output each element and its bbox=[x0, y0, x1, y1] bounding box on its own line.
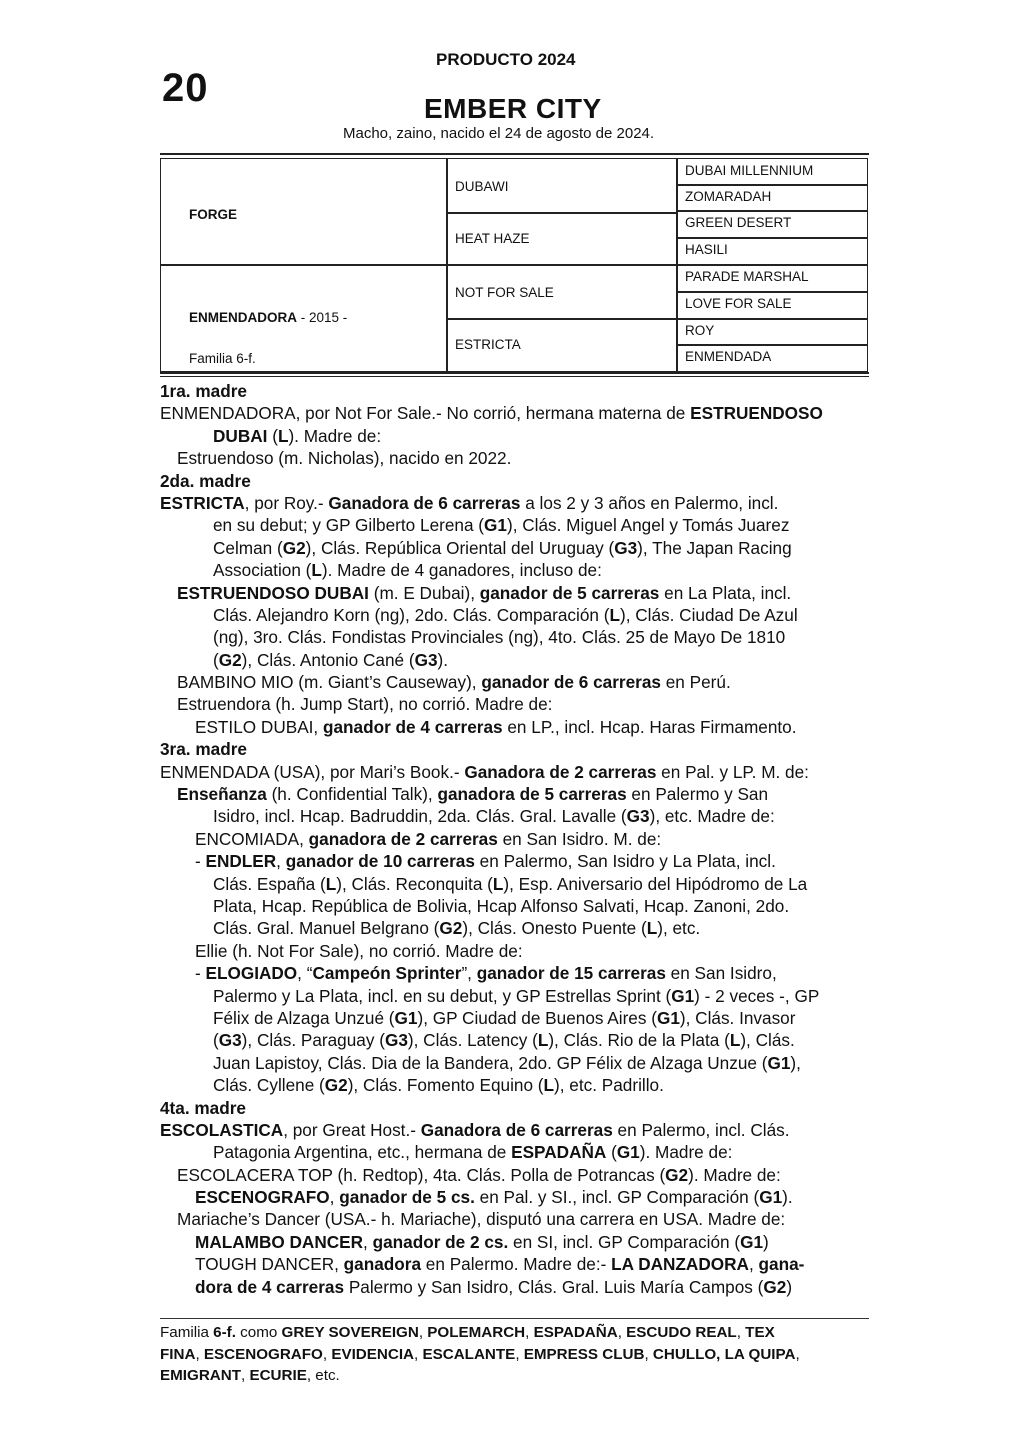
text-run: , bbox=[276, 851, 286, 872]
record-line bbox=[160, 716, 880, 738]
text-run: Ellie (h. Not For Sale), no corrió. Madre de: bbox=[195, 940, 523, 961]
bold-text: ganadora de 2 carreras bbox=[308, 828, 498, 849]
text-run: ( bbox=[213, 1030, 219, 1051]
text-run: ). bbox=[437, 649, 449, 670]
text-run: en Palermo, incl. Clás. bbox=[612, 1119, 790, 1140]
text-run: en La Plata, incl. bbox=[659, 582, 792, 603]
text-run: , bbox=[414, 1345, 423, 1363]
text-run: , bbox=[322, 1345, 332, 1363]
record-line bbox=[160, 582, 880, 604]
text-run: Palermo y La Plata, incl. en su debut, y GP Estrellas Sprint ( bbox=[213, 985, 672, 1006]
text-run: Estruendoso (m. Nicholas), nacido en 2022. bbox=[177, 448, 512, 469]
text-run: ), Clás. Rio de la Plata ( bbox=[548, 1030, 730, 1051]
bold-text: gana- bbox=[758, 1254, 805, 1275]
text-run: ). Madre de 4 ganadores, incluso de: bbox=[321, 560, 602, 581]
bold-text: dora de 4 carreras bbox=[195, 1276, 345, 1297]
bold-text: ESCENOGRAFO bbox=[195, 1187, 330, 1208]
lot-number: 20 bbox=[162, 66, 209, 110]
text-run: ), etc. Padrillo. bbox=[554, 1075, 664, 1096]
bold-text: L bbox=[646, 918, 658, 939]
record-line bbox=[160, 559, 880, 581]
text-run: ), Clás. Onesto Puente ( bbox=[462, 918, 647, 939]
bold-text: LA DANZADORA bbox=[611, 1254, 749, 1275]
bold-text: G3 bbox=[384, 1030, 408, 1051]
bold-text: G1 bbox=[656, 1007, 680, 1028]
text-run: , bbox=[195, 1345, 204, 1363]
text-run: ), Clás. Latency ( bbox=[407, 1030, 538, 1051]
bold-text: ESTRUENDOSO DUBAI bbox=[177, 582, 369, 603]
text-run: ESCOLACERA TOP (h. Redtop), 4ta. Clás. Polla de Potrancas ( bbox=[177, 1164, 666, 1185]
bold-text: G2 bbox=[218, 649, 242, 670]
text-run: ) bbox=[786, 1276, 793, 1297]
bold-text: GREY SOVEREIGN bbox=[281, 1324, 419, 1341]
bold-text: ESCALANTE bbox=[422, 1345, 516, 1363]
family-note-line bbox=[160, 1322, 870, 1344]
record-line bbox=[160, 425, 880, 447]
pedigree-sire-dam-cell bbox=[446, 212, 678, 266]
bold-text: EMPRESS CLUB bbox=[523, 1345, 645, 1363]
text-run: ”, bbox=[461, 963, 477, 984]
record-line bbox=[160, 1074, 880, 1096]
record-line bbox=[160, 492, 880, 514]
text-run: Clás. España ( bbox=[213, 873, 326, 894]
bold-text: 1ra. madre bbox=[160, 381, 247, 401]
pedigree-g3-name: GREEN DESERT bbox=[685, 215, 792, 230]
text-run: en SI, incl. GP Comparación ( bbox=[508, 1231, 741, 1252]
text-run: en Pal. y LP. M. de: bbox=[656, 761, 809, 782]
text-run: TOUGH DANCER, bbox=[195, 1254, 344, 1275]
record-line bbox=[160, 940, 880, 962]
record-line bbox=[160, 873, 880, 895]
bold-text: ganador de 5 cs. bbox=[339, 1187, 475, 1208]
bold-text: ESCOLASTICA bbox=[160, 1119, 284, 1140]
record-line bbox=[160, 649, 880, 671]
text-run: (m. E Dubai), bbox=[368, 582, 480, 603]
text-run: (ng), 3ro. Clás. Fondistas Provinciales (ng), 4to. Clás. 25 de Mayo De 1810 bbox=[213, 627, 786, 648]
text-run: ), The Japan Racing bbox=[637, 537, 792, 558]
bold-text: ganador de 15 carreras bbox=[476, 963, 666, 984]
text-run: ) - 2 veces -, GP bbox=[694, 985, 820, 1006]
text-run: como bbox=[235, 1324, 282, 1341]
pedigree-dam-cell bbox=[160, 264, 448, 372]
bold-text: Ganadora de 6 carreras bbox=[420, 1119, 613, 1140]
pedigree-g3-name: DUBAI MILLENNIUM bbox=[685, 163, 814, 178]
text-run: ), Clás. Paraguay ( bbox=[241, 1030, 385, 1051]
bold-text: ganador de 2 cs. bbox=[372, 1231, 509, 1252]
bold-text: Ganadora de 2 carreras bbox=[464, 761, 657, 782]
pedigree-g3-cell bbox=[676, 291, 868, 320]
record-line bbox=[160, 1007, 880, 1029]
text-run: en Palermo, San Isidro y La Plata, incl. bbox=[474, 851, 776, 872]
text-run: ), etc. bbox=[657, 918, 701, 939]
family-note-line bbox=[160, 1365, 870, 1387]
bold-text: G1 bbox=[616, 1142, 640, 1163]
record-line bbox=[160, 671, 880, 693]
text-run: en Palermo y San bbox=[626, 784, 769, 805]
text-run: , bbox=[329, 1187, 340, 1208]
pedigree-g3-name: ENMENDADA bbox=[685, 349, 772, 364]
text-run: ), Clás. República Oriental del Uruguay ( bbox=[305, 537, 615, 558]
bold-text: ganadora bbox=[343, 1254, 422, 1275]
text-run: ). Madre de: bbox=[639, 1142, 733, 1163]
text-run: , bbox=[736, 1324, 746, 1341]
pedigree-bottom-rule bbox=[160, 376, 869, 377]
text-run: Celman ( bbox=[213, 537, 283, 558]
text-run: ). Madre de: bbox=[288, 425, 382, 446]
pedigree-sire: FORGE bbox=[189, 207, 238, 222]
bold-text: ganador de 6 carreras bbox=[481, 672, 661, 693]
bold-text: ESTRICTA bbox=[160, 492, 245, 513]
bold-text: ESTRUENDOSO bbox=[690, 403, 823, 424]
pedigree-sire-dam: HEAT HAZE bbox=[455, 231, 530, 246]
bold-text: ESCENOGRAFO bbox=[203, 1345, 323, 1363]
text-run: ) bbox=[763, 1231, 769, 1252]
bold-text: MALAMBO DANCER bbox=[195, 1231, 364, 1252]
bold-text: L bbox=[492, 873, 504, 894]
text-run: (h. Confidential Talk), bbox=[266, 784, 438, 805]
bold-text: G1 bbox=[394, 1007, 418, 1028]
bold-text: ESPADAÑA bbox=[533, 1324, 618, 1341]
text-run: , bbox=[644, 1345, 653, 1363]
record-line bbox=[160, 1276, 880, 1298]
text-run: , bbox=[617, 1324, 627, 1341]
bold-text: EMIGRANT bbox=[160, 1367, 241, 1384]
bold-text: G1 bbox=[759, 1187, 783, 1208]
text-run: , por Roy.- bbox=[244, 492, 329, 513]
pedigree-g3-cell bbox=[676, 318, 868, 346]
text-run: Familia bbox=[160, 1324, 214, 1341]
text-run: , bbox=[515, 1345, 524, 1363]
pedigree-dam-sire: NOT FOR SALE bbox=[455, 285, 554, 300]
bold-text: G1 bbox=[740, 1231, 764, 1252]
record-line bbox=[160, 1029, 880, 1051]
record-line bbox=[160, 537, 880, 559]
pedigree-g3-cell bbox=[676, 184, 868, 212]
pedigree-dam-year: - 2015 - bbox=[297, 310, 348, 325]
family-note bbox=[160, 1322, 870, 1387]
bold-text: L bbox=[729, 1030, 741, 1051]
horse-name: EMBER CITY bbox=[424, 93, 602, 124]
record-line bbox=[160, 693, 880, 715]
text-run: Mariache’s Dancer (USA.- h. Mariache), disputó una carrera en USA. Madre de: bbox=[177, 1209, 786, 1230]
record-line bbox=[160, 850, 880, 872]
bold-text: 3ra. madre bbox=[160, 739, 247, 760]
pedigree-dam-block bbox=[189, 310, 347, 325]
pedigree-g3-cell bbox=[676, 264, 868, 293]
pedigree-dam-sire-cell bbox=[446, 264, 678, 320]
text-run: ( bbox=[213, 649, 219, 670]
bold-text: 4ta. madre bbox=[160, 1097, 246, 1118]
text-run: Clás. Gral. Manuel Belgrano ( bbox=[213, 918, 440, 939]
text-run: Patagonia Argentina, etc., hermana de bbox=[213, 1142, 512, 1163]
bold-text: G3 bbox=[414, 649, 438, 670]
text-run: ), Clás. Antonio Cané ( bbox=[241, 649, 415, 670]
pedigree-g3-name: ZOMARADAH bbox=[685, 189, 772, 204]
bold-text: ganadora de 5 carreras bbox=[437, 784, 627, 805]
pedigree-g3-name: PARADE MARSHAL bbox=[685, 269, 809, 284]
bold-text: G1 bbox=[484, 515, 507, 536]
text-run: ), Clás. Invasor bbox=[679, 1007, 796, 1028]
text-run: a los 2 y 3 años en Palermo, incl. bbox=[520, 492, 779, 513]
bold-text: G2 bbox=[665, 1164, 689, 1185]
record-line bbox=[160, 470, 880, 492]
bold-text: G1 bbox=[671, 985, 695, 1006]
bold-text: DUBAI bbox=[213, 425, 268, 446]
produce-record bbox=[160, 380, 880, 1298]
text-run: ), Clás. Ciudad De Azul bbox=[619, 604, 798, 625]
record-line bbox=[160, 1052, 880, 1074]
text-run: Clás. Alejandro Korn (ng), 2do. Clás. Comparación ( bbox=[213, 604, 610, 625]
bold-text: L bbox=[609, 604, 620, 625]
pedigree-sire-cell bbox=[160, 158, 448, 266]
text-run: , bbox=[748, 1254, 759, 1275]
bold-text: G3 bbox=[218, 1030, 242, 1051]
bold-text: Ganadora de 6 carreras bbox=[328, 492, 521, 513]
text-run: , etc. bbox=[306, 1367, 340, 1384]
bold-text: G2 bbox=[324, 1075, 348, 1096]
text-run: Félix de Alzaga Unzué ( bbox=[213, 1007, 395, 1028]
text-run: , bbox=[241, 1367, 250, 1384]
pedigree-g3-cell bbox=[676, 237, 868, 266]
text-run: Clás. Cyllene ( bbox=[213, 1075, 325, 1096]
text-run: , bbox=[525, 1324, 534, 1341]
text-run: ( bbox=[267, 425, 278, 446]
footer-divider bbox=[160, 1318, 869, 1319]
pedigree-g3-name: LOVE FOR SALE bbox=[685, 296, 792, 311]
record-line bbox=[160, 604, 880, 626]
bold-text: L bbox=[325, 873, 337, 894]
bold-text: Enseñanza bbox=[177, 784, 267, 805]
text-run: Palermo y San Isidro, Clás. Gral. Luis María Campos ( bbox=[344, 1276, 764, 1297]
bold-text: ELOGIADO bbox=[205, 963, 298, 984]
text-run: , “ bbox=[297, 963, 313, 984]
bold-text: ESCUDO REAL bbox=[626, 1324, 737, 1341]
text-run: en San Isidro, bbox=[665, 963, 777, 984]
pedigree-family: Familia 6-f. bbox=[189, 351, 256, 366]
pedigree-g3-cell bbox=[676, 210, 868, 239]
pedigree-table bbox=[160, 153, 869, 377]
text-run: , bbox=[795, 1345, 800, 1363]
text-run: Association ( bbox=[213, 560, 312, 581]
text-run: en Perú. bbox=[660, 672, 731, 693]
text-run: ), Clás. Fomento Equino ( bbox=[347, 1075, 544, 1096]
record-line bbox=[160, 1253, 880, 1275]
bold-text: ECURIE bbox=[249, 1367, 307, 1384]
text-run: BAMBINO MIO (m. Giant’s Causeway), bbox=[177, 672, 482, 693]
text-run: ESTILO DUBAI, bbox=[195, 716, 323, 737]
text-run: en Palermo. Madre de:- bbox=[421, 1254, 612, 1275]
bold-text: TEX bbox=[745, 1324, 775, 1341]
bold-text: G2 bbox=[282, 537, 306, 558]
pedigree-g3-name: HASILI bbox=[685, 242, 728, 257]
record-line bbox=[160, 514, 880, 536]
text-run: , bbox=[363, 1231, 373, 1252]
catalog-heading: PRODUCTO 2024 bbox=[436, 50, 576, 69]
record-line bbox=[160, 962, 880, 984]
text-run: en LP., incl. Hcap. Haras Firmamento. bbox=[502, 716, 797, 737]
bold-text: L bbox=[311, 560, 322, 581]
bold-text: G1 bbox=[767, 1052, 791, 1073]
pedigree-top-rule bbox=[160, 153, 869, 155]
record-line bbox=[160, 828, 880, 850]
pedigree-dam-dam: ESTRICTA bbox=[455, 337, 521, 352]
text-run: ENMENDADA (USA), por Mari’s Book.- bbox=[160, 761, 465, 782]
record-line bbox=[160, 402, 880, 424]
bold-text: 2da. madre bbox=[160, 470, 251, 491]
text-run: ). bbox=[782, 1187, 793, 1208]
bold-text: 6-f. bbox=[213, 1324, 236, 1341]
text-run: , bbox=[418, 1324, 428, 1341]
text-run: ENMENDADORA, por Not For Sale.- No corrió, hermana materna de bbox=[160, 403, 691, 424]
pedigree-dam-dam-cell bbox=[446, 318, 678, 372]
family-note-line bbox=[160, 1344, 870, 1366]
record-line bbox=[160, 1164, 880, 1186]
pedigree-sire-sire: DUBAWI bbox=[455, 179, 509, 194]
record-line bbox=[160, 447, 880, 469]
bold-text: G2 bbox=[439, 918, 463, 939]
bold-text: L bbox=[277, 425, 289, 446]
record-line bbox=[160, 805, 880, 827]
text-run: ), Clás. bbox=[740, 1030, 795, 1051]
text-run: ). Madre de: bbox=[688, 1164, 781, 1185]
record-line bbox=[160, 1208, 880, 1230]
record-line bbox=[160, 1186, 880, 1208]
bold-text: ganador de 10 carreras bbox=[285, 851, 475, 872]
bold-text: FINA bbox=[160, 1345, 196, 1363]
record-line bbox=[160, 380, 880, 402]
text-run: ), etc. Madre de: bbox=[649, 806, 775, 827]
pedigree-g3-cell bbox=[676, 344, 868, 372]
bold-text: ESPADAÑA bbox=[511, 1142, 607, 1163]
record-line bbox=[160, 783, 880, 805]
text-run: ), bbox=[790, 1052, 801, 1073]
text-run: , por Great Host.- bbox=[283, 1119, 421, 1140]
record-line bbox=[160, 985, 880, 1007]
bold-text: L bbox=[543, 1075, 555, 1096]
text-run: en San Isidro. M. de: bbox=[497, 828, 662, 849]
record-line bbox=[160, 895, 880, 917]
record-line bbox=[160, 1231, 880, 1253]
text-run: Juan Lapistoy, Clás. Dia de la Bandera, 2do. GP Félix de Alzaga Unzue ( bbox=[213, 1052, 768, 1073]
bold-text: ganador de 5 carreras bbox=[479, 582, 660, 603]
text-run: ), GP Ciudad de Buenos Aires ( bbox=[417, 1007, 657, 1028]
bold-text: EVIDENCIA bbox=[331, 1345, 415, 1363]
record-line bbox=[160, 738, 880, 760]
horse-description: Macho, zaino, nacido el 24 de agosto de 2024. bbox=[343, 125, 655, 142]
record-line bbox=[160, 1119, 880, 1141]
text-run: Isidro, incl. Hcap. Badruddin, 2da. Clás. Gral. Lavalle ( bbox=[213, 806, 627, 827]
pedigree-g3-name: ROY bbox=[685, 323, 715, 338]
text-run: - bbox=[195, 963, 206, 984]
text-run: - bbox=[195, 851, 206, 872]
text-run: ), Esp. Aniversario del Hipódromo de La bbox=[503, 873, 808, 894]
text-run: ), Clás. Reconquita ( bbox=[336, 873, 493, 894]
text-run: Estruendora (h. Jump Start), no corrió. Madre de: bbox=[177, 694, 553, 715]
record-line bbox=[160, 917, 880, 939]
bold-text: ENDLER bbox=[205, 851, 277, 872]
record-line bbox=[160, 1097, 880, 1119]
bold-text: G2 bbox=[763, 1276, 787, 1297]
bold-text: G3 bbox=[626, 806, 650, 827]
bold-text: L bbox=[537, 1030, 549, 1051]
text-run: Plata, Hcap. República de Bolivia, Hcap Alfonso Salvati, Hcap. Zanoni, 2do. bbox=[213, 895, 790, 916]
pedigree-g3-cell bbox=[676, 158, 868, 186]
record-line bbox=[160, 761, 880, 783]
bold-text: POLEMARCH bbox=[427, 1324, 526, 1341]
text-run: ( bbox=[606, 1142, 617, 1163]
bold-text: CHULLO, LA QUIPA bbox=[652, 1345, 796, 1363]
text-run: ), Clás. Miguel Angel y Tomás Juarez bbox=[506, 515, 790, 536]
pedigree-sire-sire-cell bbox=[446, 158, 678, 214]
bold-text: G3 bbox=[614, 537, 638, 558]
record-line bbox=[160, 1141, 880, 1163]
bold-text: Campeón Sprinter bbox=[312, 963, 462, 984]
text-run: ENCOMIADA, bbox=[195, 828, 309, 849]
text-run: en Pal. y SI., incl. GP Comparación ( bbox=[474, 1187, 760, 1208]
text-run: en su debut; y GP Gilberto Lerena ( bbox=[213, 515, 485, 536]
pedigree-bottom-rule bbox=[160, 372, 869, 374]
bold-text: ganador de 4 carreras bbox=[322, 716, 503, 737]
record-line bbox=[160, 626, 880, 648]
pedigree-dam: ENMENDADORA bbox=[189, 310, 297, 325]
